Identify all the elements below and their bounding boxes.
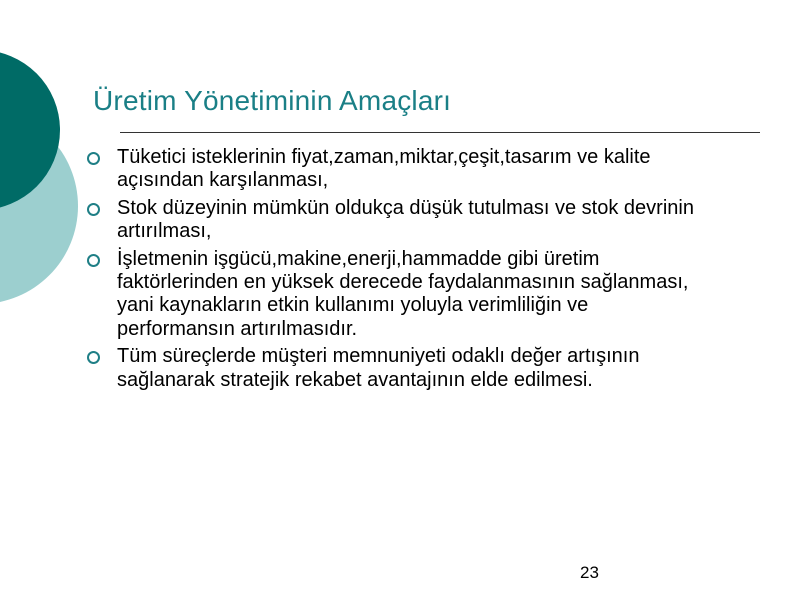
bullet-text-line: İşletmenin işgücü,makine,enerji,hammadde gibi üretim xyxy=(117,247,600,270)
bullet-text-line: faktörlerinden en yüksek derecede faydalanmasının sağlanması, xyxy=(117,271,689,294)
bullet-item xyxy=(85,146,785,193)
hollow-circle-bullet-icon xyxy=(87,152,100,165)
bullet-text-line: performansın artırılmasıdır. xyxy=(117,317,358,340)
bullet-text-line: Tüketici isteklerinin fiyat,zaman,miktar,çeşit,tasarım ve kalite xyxy=(117,146,651,168)
bullet-text-line: Tüm süreçlerde müşteri memnuniyeti odaklı değer artışının xyxy=(117,345,640,368)
bullet-item xyxy=(85,248,785,342)
bullet-text-line: Stok düzeyinin mümkün oldukça düşük tutulması ve stok devrinin xyxy=(117,196,694,219)
hollow-circle-bullet-icon xyxy=(87,254,100,267)
bullet-text-line: artırılması, xyxy=(117,220,212,243)
bullet-text-line: açısından karşılanması, xyxy=(117,169,329,192)
bullet-item xyxy=(85,345,785,392)
bullet-text-line: yani kaynakların etkin kullanımı yoluyla verimliliğin ve xyxy=(117,294,589,317)
slide-title: Üretim Yönetiminin Amaçları xyxy=(93,85,452,116)
slide-page-number: 23 xyxy=(580,563,599,582)
hollow-circle-bullet-icon xyxy=(87,203,100,216)
hollow-circle-bullet-icon xyxy=(87,351,100,364)
bullet-item xyxy=(85,197,785,244)
bullet-text-line: sağlanarak stratejik rekabet avantajının elde edilmesi. xyxy=(117,368,593,391)
title-divider xyxy=(120,132,760,133)
bullet-list xyxy=(85,146,785,396)
